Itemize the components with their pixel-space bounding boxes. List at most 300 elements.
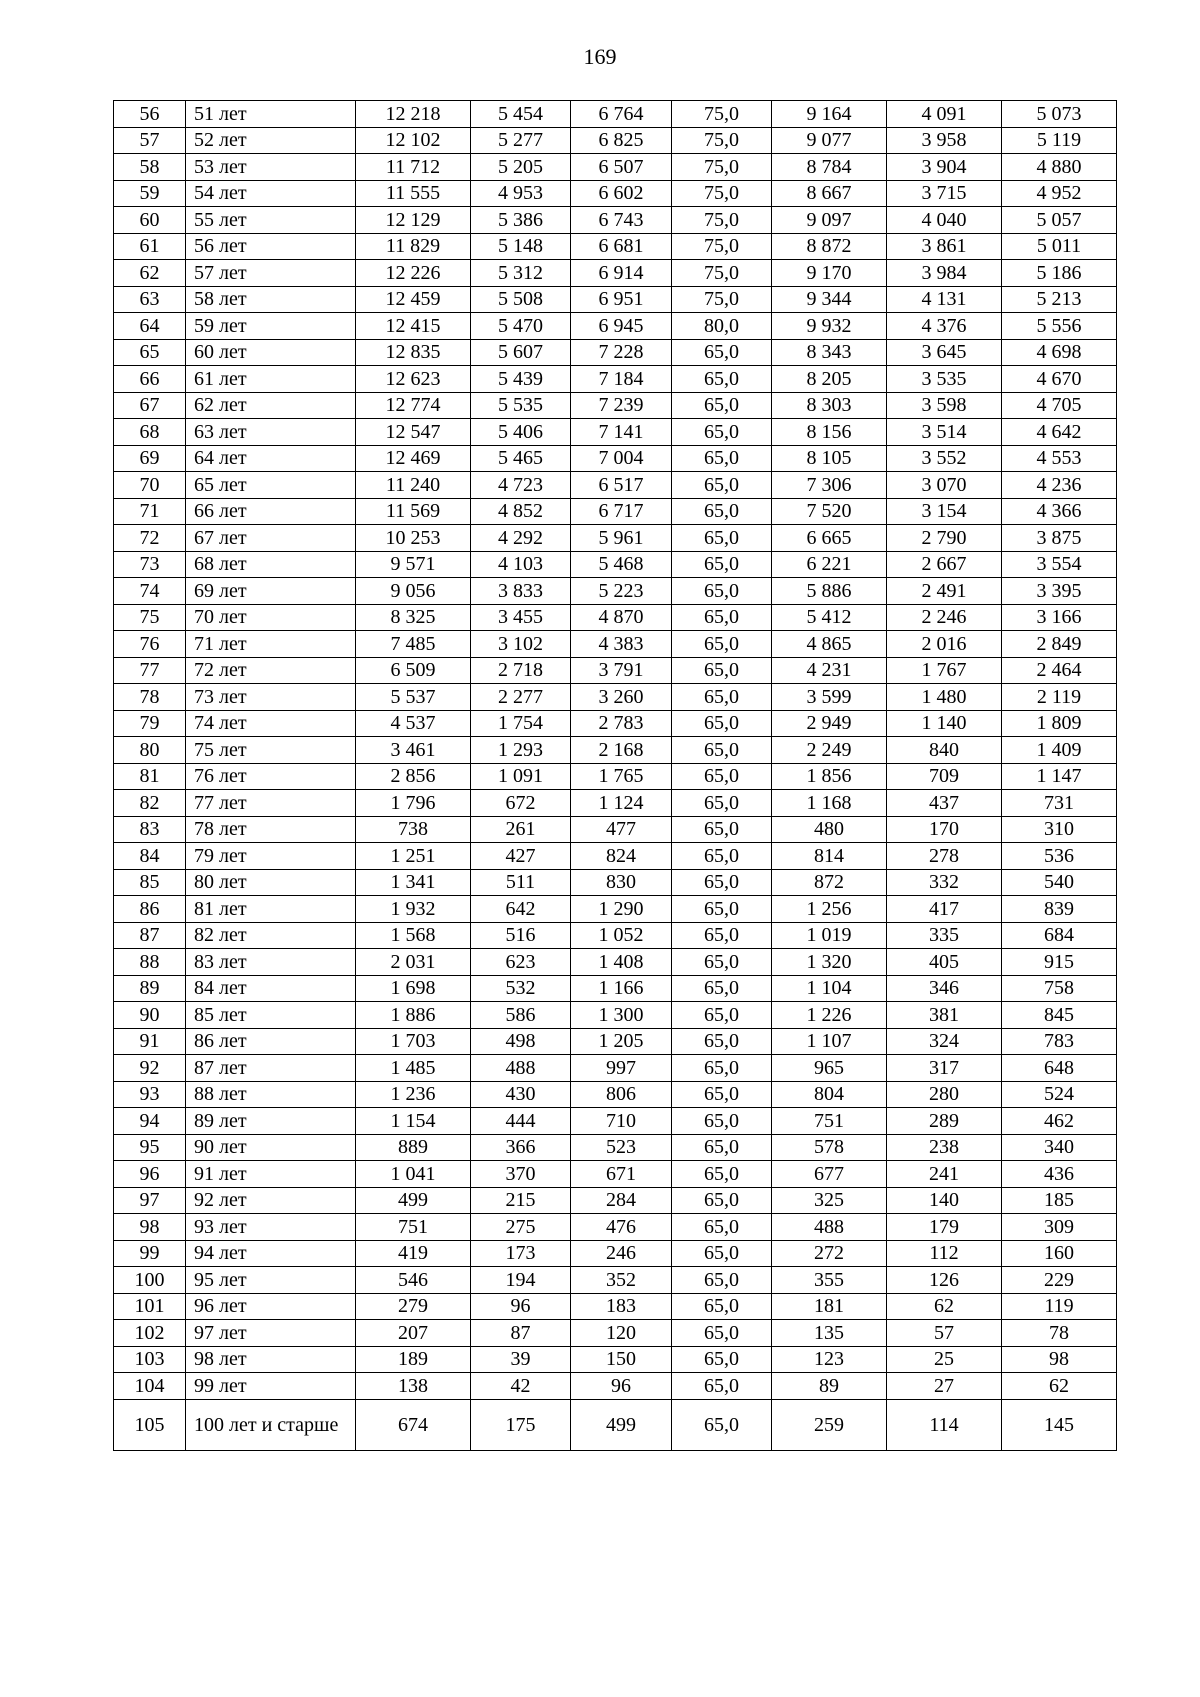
col-6-cell: 65,0 <box>672 472 772 499</box>
col-5-cell: 477 <box>571 816 672 843</box>
table-row <box>114 286 1117 313</box>
col-5-cell: 7 228 <box>571 339 672 366</box>
col-6-cell: 65,0 <box>672 392 772 419</box>
age-group-cell: 90 лет <box>186 1134 356 1161</box>
col-8-cell: 3 715 <box>887 180 1002 207</box>
col-4-cell: 4 852 <box>471 498 571 525</box>
col-5-cell: 997 <box>571 1055 672 1082</box>
col-3-cell: 546 <box>356 1267 471 1294</box>
col-9-cell: 5 011 <box>1002 233 1117 260</box>
col-8-cell: 112 <box>887 1240 1002 1267</box>
col-8-cell: 241 <box>887 1161 1002 1188</box>
age-group-cell: 100 лет и старше <box>186 1399 356 1450</box>
col-9-cell: 3 875 <box>1002 525 1117 552</box>
age-group-cell: 77 лет <box>186 790 356 817</box>
table-row <box>114 1373 1117 1400</box>
age-group-cell: 74 лет <box>186 710 356 737</box>
col-8-cell: 332 <box>887 869 1002 896</box>
col-4-cell: 5 535 <box>471 392 571 419</box>
col-5-cell: 1 205 <box>571 1028 672 1055</box>
row-number-cell: 77 <box>114 657 186 684</box>
col-3-cell: 138 <box>356 1373 471 1400</box>
col-7-cell: 8 784 <box>772 154 887 181</box>
table-row <box>114 1002 1117 1029</box>
col-9-cell: 540 <box>1002 869 1117 896</box>
col-3-cell: 11 829 <box>356 233 471 260</box>
col-9-cell: 4 698 <box>1002 339 1117 366</box>
col-3-cell: 279 <box>356 1293 471 1320</box>
col-6-cell: 65,0 <box>672 339 772 366</box>
col-5-cell: 7 184 <box>571 366 672 393</box>
table-row <box>114 525 1117 552</box>
col-6-cell: 65,0 <box>672 1161 772 1188</box>
col-5-cell: 1 290 <box>571 896 672 923</box>
table-row <box>114 551 1117 578</box>
age-group-cell: 66 лет <box>186 498 356 525</box>
col-3-cell: 738 <box>356 816 471 843</box>
col-3-cell: 12 459 <box>356 286 471 313</box>
col-7-cell: 872 <box>772 869 887 896</box>
col-8-cell: 437 <box>887 790 1002 817</box>
col-5-cell: 523 <box>571 1134 672 1161</box>
col-6-cell: 65,0 <box>672 419 772 446</box>
col-5-cell: 5 468 <box>571 551 672 578</box>
col-4-cell: 5 277 <box>471 127 571 154</box>
row-number-cell: 90 <box>114 1002 186 1029</box>
col-4-cell: 511 <box>471 869 571 896</box>
table-row <box>114 1399 1117 1450</box>
table-row <box>114 180 1117 207</box>
col-8-cell: 4 131 <box>887 286 1002 313</box>
col-4-cell: 427 <box>471 843 571 870</box>
col-6-cell: 65,0 <box>672 1399 772 1450</box>
col-4-cell: 430 <box>471 1081 571 1108</box>
col-9-cell: 62 <box>1002 1373 1117 1400</box>
col-3-cell: 5 537 <box>356 684 471 711</box>
col-6-cell: 65,0 <box>672 498 772 525</box>
col-4-cell: 5 454 <box>471 101 571 128</box>
col-6-cell: 65,0 <box>672 1293 772 1320</box>
col-4-cell: 532 <box>471 975 571 1002</box>
col-8-cell: 62 <box>887 1293 1002 1320</box>
row-number-cell: 84 <box>114 843 186 870</box>
col-7-cell: 89 <box>772 1373 887 1400</box>
table-row <box>114 1161 1117 1188</box>
col-8-cell: 317 <box>887 1055 1002 1082</box>
col-9-cell: 4 880 <box>1002 154 1117 181</box>
col-3-cell: 8 325 <box>356 604 471 631</box>
row-number-cell: 88 <box>114 949 186 976</box>
row-number-cell: 76 <box>114 631 186 658</box>
row-number-cell: 64 <box>114 313 186 340</box>
age-group-cell: 98 лет <box>186 1346 356 1373</box>
col-4-cell: 366 <box>471 1134 571 1161</box>
col-6-cell: 65,0 <box>672 1187 772 1214</box>
table-row <box>114 1346 1117 1373</box>
age-group-cell: 83 лет <box>186 949 356 976</box>
col-5-cell: 499 <box>571 1399 672 1450</box>
col-7-cell: 5 886 <box>772 578 887 605</box>
col-8-cell: 3 958 <box>887 127 1002 154</box>
col-9-cell: 915 <box>1002 949 1117 976</box>
col-5-cell: 2 783 <box>571 710 672 737</box>
col-3-cell: 1 236 <box>356 1081 471 1108</box>
col-7-cell: 578 <box>772 1134 887 1161</box>
col-9-cell: 4 705 <box>1002 392 1117 419</box>
col-4-cell: 672 <box>471 790 571 817</box>
col-9-cell: 5 119 <box>1002 127 1117 154</box>
col-8-cell: 3 645 <box>887 339 1002 366</box>
col-8-cell: 3 154 <box>887 498 1002 525</box>
col-3-cell: 11 569 <box>356 498 471 525</box>
col-8-cell: 405 <box>887 949 1002 976</box>
col-6-cell: 75,0 <box>672 180 772 207</box>
col-9-cell: 839 <box>1002 896 1117 923</box>
col-9-cell: 1 147 <box>1002 763 1117 790</box>
col-7-cell: 1 226 <box>772 1002 887 1029</box>
age-group-cell: 95 лет <box>186 1267 356 1294</box>
col-9-cell: 340 <box>1002 1134 1117 1161</box>
col-6-cell: 80,0 <box>672 313 772 340</box>
col-6-cell: 75,0 <box>672 260 772 287</box>
col-4-cell: 586 <box>471 1002 571 1029</box>
col-8-cell: 3 552 <box>887 445 1002 472</box>
col-8-cell: 2 016 <box>887 631 1002 658</box>
row-number-cell: 59 <box>114 180 186 207</box>
col-8-cell: 140 <box>887 1187 1002 1214</box>
age-group-cell: 97 лет <box>186 1320 356 1347</box>
col-7-cell: 9 170 <box>772 260 887 287</box>
col-6-cell: 65,0 <box>672 1055 772 1082</box>
col-6-cell: 65,0 <box>672 1108 772 1135</box>
table-row <box>114 1267 1117 1294</box>
col-4-cell: 5 386 <box>471 207 571 234</box>
col-4-cell: 4 723 <box>471 472 571 499</box>
col-4-cell: 2 718 <box>471 657 571 684</box>
table-row <box>114 1293 1117 1320</box>
col-9-cell: 462 <box>1002 1108 1117 1135</box>
col-4-cell: 444 <box>471 1108 571 1135</box>
age-group-cell: 51 лет <box>186 101 356 128</box>
col-5-cell: 6 764 <box>571 101 672 128</box>
table-row <box>114 1028 1117 1055</box>
col-7-cell: 355 <box>772 1267 887 1294</box>
row-number-cell: 104 <box>114 1373 186 1400</box>
table-row <box>114 604 1117 631</box>
col-9-cell: 5 073 <box>1002 101 1117 128</box>
row-number-cell: 56 <box>114 101 186 128</box>
col-5-cell: 1 124 <box>571 790 672 817</box>
col-9-cell: 1 409 <box>1002 737 1117 764</box>
age-group-cell: 64 лет <box>186 445 356 472</box>
col-4-cell: 3 102 <box>471 631 571 658</box>
col-3-cell: 12 415 <box>356 313 471 340</box>
col-3-cell: 7 485 <box>356 631 471 658</box>
table-row <box>114 127 1117 154</box>
col-8-cell: 3 984 <box>887 260 1002 287</box>
col-3-cell: 207 <box>356 1320 471 1347</box>
age-group-cell: 53 лет <box>186 154 356 181</box>
col-4-cell: 2 277 <box>471 684 571 711</box>
row-number-cell: 93 <box>114 1081 186 1108</box>
age-group-cell: 63 лет <box>186 419 356 446</box>
col-4-cell: 5 465 <box>471 445 571 472</box>
col-6-cell: 65,0 <box>672 604 772 631</box>
age-group-cell: 99 лет <box>186 1373 356 1400</box>
col-6-cell: 75,0 <box>672 154 772 181</box>
row-number-cell: 80 <box>114 737 186 764</box>
col-8-cell: 114 <box>887 1399 1002 1450</box>
col-8-cell: 3 070 <box>887 472 1002 499</box>
col-7-cell: 8 105 <box>772 445 887 472</box>
age-group-cell: 52 лет <box>186 127 356 154</box>
col-3-cell: 1 154 <box>356 1108 471 1135</box>
age-group-cell: 59 лет <box>186 313 356 340</box>
col-3-cell: 12 226 <box>356 260 471 287</box>
col-3-cell: 751 <box>356 1214 471 1241</box>
col-5-cell: 476 <box>571 1214 672 1241</box>
col-6-cell: 65,0 <box>672 551 772 578</box>
col-6-cell: 75,0 <box>672 127 772 154</box>
col-6-cell: 65,0 <box>672 869 772 896</box>
col-3-cell: 12 547 <box>356 419 471 446</box>
col-8-cell: 57 <box>887 1320 1002 1347</box>
col-6-cell: 65,0 <box>672 1002 772 1029</box>
row-number-cell: 99 <box>114 1240 186 1267</box>
table-row <box>114 233 1117 260</box>
col-3-cell: 11 555 <box>356 180 471 207</box>
col-7-cell: 814 <box>772 843 887 870</box>
col-7-cell: 8 205 <box>772 366 887 393</box>
row-number-cell: 79 <box>114 710 186 737</box>
col-7-cell: 2 249 <box>772 737 887 764</box>
col-4-cell: 5 205 <box>471 154 571 181</box>
table-row <box>114 869 1117 896</box>
col-8-cell: 289 <box>887 1108 1002 1135</box>
col-4-cell: 175 <box>471 1399 571 1450</box>
col-5-cell: 1 300 <box>571 1002 672 1029</box>
col-7-cell: 135 <box>772 1320 887 1347</box>
table-row <box>114 207 1117 234</box>
row-number-cell: 71 <box>114 498 186 525</box>
col-7-cell: 4 231 <box>772 657 887 684</box>
col-9-cell: 731 <box>1002 790 1117 817</box>
col-6-cell: 75,0 <box>672 207 772 234</box>
age-group-cell: 82 лет <box>186 922 356 949</box>
col-5-cell: 6 517 <box>571 472 672 499</box>
col-5-cell: 7 141 <box>571 419 672 446</box>
col-7-cell: 272 <box>772 1240 887 1267</box>
col-5-cell: 6 743 <box>571 207 672 234</box>
col-9-cell: 524 <box>1002 1081 1117 1108</box>
col-8-cell: 417 <box>887 896 1002 923</box>
col-4-cell: 5 312 <box>471 260 571 287</box>
col-9-cell: 4 952 <box>1002 180 1117 207</box>
col-3-cell: 12 218 <box>356 101 471 128</box>
col-8-cell: 2 790 <box>887 525 1002 552</box>
col-4-cell: 498 <box>471 1028 571 1055</box>
col-7-cell: 9 932 <box>772 313 887 340</box>
row-number-cell: 87 <box>114 922 186 949</box>
col-3-cell: 189 <box>356 1346 471 1373</box>
col-4-cell: 370 <box>471 1161 571 1188</box>
col-8-cell: 2 246 <box>887 604 1002 631</box>
col-5-cell: 5 223 <box>571 578 672 605</box>
table-row <box>114 1081 1117 1108</box>
col-7-cell: 4 865 <box>772 631 887 658</box>
table-row <box>114 260 1117 287</box>
col-7-cell: 8 667 <box>772 180 887 207</box>
col-7-cell: 8 872 <box>772 233 887 260</box>
col-4-cell: 642 <box>471 896 571 923</box>
col-6-cell: 75,0 <box>672 101 772 128</box>
col-5-cell: 1 166 <box>571 975 672 1002</box>
age-group-cell: 86 лет <box>186 1028 356 1055</box>
col-7-cell: 325 <box>772 1187 887 1214</box>
col-9-cell: 160 <box>1002 1240 1117 1267</box>
table-row <box>114 1134 1117 1161</box>
col-8-cell: 1 480 <box>887 684 1002 711</box>
col-5-cell: 6 951 <box>571 286 672 313</box>
table-row <box>114 657 1117 684</box>
row-number-cell: 74 <box>114 578 186 605</box>
col-3-cell: 12 102 <box>356 127 471 154</box>
col-4-cell: 96 <box>471 1293 571 1320</box>
col-5-cell: 6 945 <box>571 313 672 340</box>
table-row <box>114 949 1117 976</box>
col-9-cell: 5 057 <box>1002 207 1117 234</box>
col-7-cell: 965 <box>772 1055 887 1082</box>
row-number-cell: 63 <box>114 286 186 313</box>
row-number-cell: 83 <box>114 816 186 843</box>
col-4-cell: 261 <box>471 816 571 843</box>
page-number: 169 <box>583 44 617 69</box>
col-4-cell: 516 <box>471 922 571 949</box>
table-row <box>114 101 1117 128</box>
col-3-cell: 12 835 <box>356 339 471 366</box>
age-group-cell: 55 лет <box>186 207 356 234</box>
col-7-cell: 181 <box>772 1293 887 1320</box>
row-number-cell: 98 <box>114 1214 186 1241</box>
col-5-cell: 710 <box>571 1108 672 1135</box>
col-5-cell: 4 383 <box>571 631 672 658</box>
row-number-cell: 95 <box>114 1134 186 1161</box>
table-row <box>114 313 1117 340</box>
col-9-cell: 536 <box>1002 843 1117 870</box>
col-4-cell: 488 <box>471 1055 571 1082</box>
row-number-cell: 92 <box>114 1055 186 1082</box>
age-group-cell: 92 лет <box>186 1187 356 1214</box>
col-9-cell: 5 186 <box>1002 260 1117 287</box>
col-9-cell: 119 <box>1002 1293 1117 1320</box>
col-4-cell: 275 <box>471 1214 571 1241</box>
table-row <box>114 578 1117 605</box>
col-3-cell: 1 886 <box>356 1002 471 1029</box>
table-row <box>114 154 1117 181</box>
col-8-cell: 709 <box>887 763 1002 790</box>
col-8-cell: 126 <box>887 1267 1002 1294</box>
col-3-cell: 1 932 <box>356 896 471 923</box>
table-row <box>114 896 1117 923</box>
col-9-cell: 2 119 <box>1002 684 1117 711</box>
row-number-cell: 81 <box>114 763 186 790</box>
table-row <box>114 710 1117 737</box>
col-6-cell: 65,0 <box>672 657 772 684</box>
col-4-cell: 5 406 <box>471 419 571 446</box>
col-7-cell: 751 <box>772 1108 887 1135</box>
col-7-cell: 1 107 <box>772 1028 887 1055</box>
col-4-cell: 194 <box>471 1267 571 1294</box>
col-7-cell: 480 <box>772 816 887 843</box>
age-group-cell: 96 лет <box>186 1293 356 1320</box>
col-8-cell: 179 <box>887 1214 1002 1241</box>
col-9-cell: 310 <box>1002 816 1117 843</box>
age-group-cell: 69 лет <box>186 578 356 605</box>
table-row <box>114 763 1117 790</box>
col-3-cell: 12 129 <box>356 207 471 234</box>
col-4-cell: 5 607 <box>471 339 571 366</box>
col-4-cell: 5 508 <box>471 286 571 313</box>
row-number-cell: 86 <box>114 896 186 923</box>
age-group-cell: 65 лет <box>186 472 356 499</box>
col-5-cell: 3 791 <box>571 657 672 684</box>
table-row <box>114 366 1117 393</box>
col-8-cell: 238 <box>887 1134 1002 1161</box>
col-3-cell: 10 253 <box>356 525 471 552</box>
col-7-cell: 9 097 <box>772 207 887 234</box>
col-7-cell: 9 344 <box>772 286 887 313</box>
col-6-cell: 65,0 <box>672 445 772 472</box>
row-number-cell: 101 <box>114 1293 186 1320</box>
col-3-cell: 1 041 <box>356 1161 471 1188</box>
col-3-cell: 889 <box>356 1134 471 1161</box>
col-4-cell: 5 470 <box>471 313 571 340</box>
col-6-cell: 65,0 <box>672 1346 772 1373</box>
age-group-cell: 70 лет <box>186 604 356 631</box>
col-9-cell: 3 554 <box>1002 551 1117 578</box>
col-8-cell: 3 904 <box>887 154 1002 181</box>
table-row <box>114 1108 1117 1135</box>
row-number-cell: 62 <box>114 260 186 287</box>
col-5-cell: 5 961 <box>571 525 672 552</box>
table-row <box>114 684 1117 711</box>
row-number-cell: 72 <box>114 525 186 552</box>
col-4-cell: 87 <box>471 1320 571 1347</box>
col-9-cell: 648 <box>1002 1055 1117 1082</box>
col-9-cell: 2 464 <box>1002 657 1117 684</box>
col-9-cell: 783 <box>1002 1028 1117 1055</box>
col-3-cell: 1 485 <box>356 1055 471 1082</box>
age-group-cell: 54 лет <box>186 180 356 207</box>
table-row <box>114 790 1117 817</box>
age-group-cell: 58 лет <box>186 286 356 313</box>
col-7-cell: 123 <box>772 1346 887 1373</box>
col-5-cell: 671 <box>571 1161 672 1188</box>
age-group-cell: 79 лет <box>186 843 356 870</box>
col-4-cell: 1 091 <box>471 763 571 790</box>
col-3-cell: 499 <box>356 1187 471 1214</box>
row-number-cell: 97 <box>114 1187 186 1214</box>
col-3-cell: 9 056 <box>356 578 471 605</box>
col-5-cell: 150 <box>571 1346 672 1373</box>
row-number-cell: 69 <box>114 445 186 472</box>
col-9-cell: 684 <box>1002 922 1117 949</box>
table-row <box>114 1214 1117 1241</box>
row-number-cell: 57 <box>114 127 186 154</box>
age-group-cell: 60 лет <box>186 339 356 366</box>
col-8-cell: 280 <box>887 1081 1002 1108</box>
col-6-cell: 75,0 <box>672 233 772 260</box>
